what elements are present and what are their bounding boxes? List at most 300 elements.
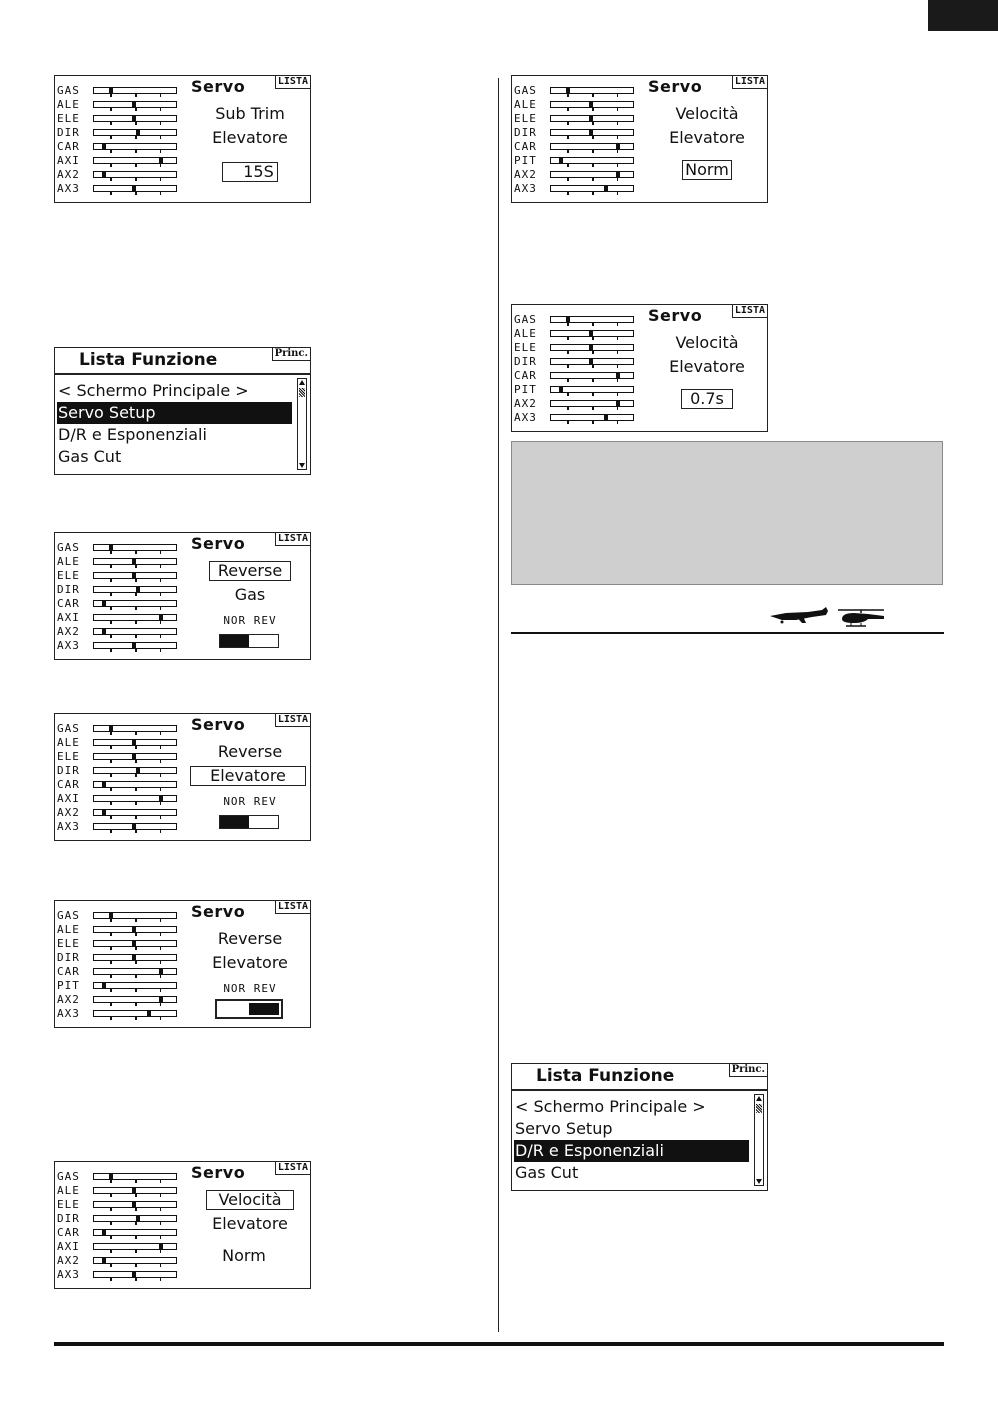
lista-tag: LISTA [275,901,310,914]
bar-tick [567,323,569,326]
channel-name: PIT [514,383,537,396]
bar-tick [567,178,569,181]
bar-tick [160,607,162,610]
bar-tick [135,1194,137,1197]
nor-rev-label: NOR REV [223,795,277,808]
channel-position-marker [132,1272,136,1277]
channel-name: ELE [57,1198,80,1211]
bar-tick [110,1278,112,1281]
bar-tick [160,1180,162,1183]
channel-name: CAR [57,1226,80,1239]
bar-tick [567,94,569,97]
bar-tick [617,122,619,125]
nor-rev-label: NOR REV [223,614,277,627]
bar-tick [110,136,112,139]
bar-tick [135,732,137,735]
channel-position-marker [132,740,136,745]
bar-tick [617,379,619,382]
channel-bar [550,316,634,323]
bar-tick [567,407,569,410]
reverse-toggle[interactable] [219,815,279,829]
bar-tick [135,989,137,992]
bar-tick [592,122,594,125]
channel-bar [93,912,177,919]
bar-tick [135,122,137,125]
bar-tick [160,947,162,950]
bar-tick [617,407,619,410]
bar-tick [110,178,112,181]
toggle-fill [220,635,249,647]
channel-name: GAS [57,909,80,922]
channel-name: AX3 [57,639,80,652]
bar-tick [135,150,137,153]
bar-tick [617,393,619,396]
channel-position-marker [102,172,106,177]
channel-bar [550,386,634,393]
channel-position-marker [159,969,163,974]
menu-item[interactable]: D/R e Esponenziali [58,425,207,444]
channel-position-marker [159,997,163,1002]
bar-tick [135,1017,137,1020]
channel-bar [93,940,177,947]
bar-tick [160,760,162,763]
bar-tick [160,150,162,153]
bar-tick [567,192,569,195]
channel-position-marker [136,768,140,773]
channel-name: AX2 [57,1254,80,1267]
bar-tick [135,919,137,922]
bar-tick [110,1017,112,1020]
channel-bar [550,157,634,164]
bar-tick [567,122,569,125]
lista-title: Lista Funzione [536,1066,675,1086]
scroll-up-icon[interactable] [299,380,305,385]
channel-bar [93,129,177,136]
note-box [511,441,943,585]
bar-tick [110,1236,112,1239]
screen-title: Servo [648,306,703,325]
channel-position-marker [109,1174,113,1179]
bar-tick [110,1222,112,1225]
bar-tick [135,635,137,638]
channel-bar [93,87,177,94]
channel-name: DIR [57,583,80,596]
channel-position-marker [589,116,593,121]
bar-tick [110,975,112,978]
channel-bar [550,115,634,122]
bar-tick [592,178,594,181]
bar-tick [110,947,112,950]
channel-position-marker [589,331,593,336]
bar-tick [110,760,112,763]
channel-name: GAS [514,84,537,97]
lista-tag: LISTA [732,305,767,318]
bar-tick [617,323,619,326]
bar-tick [160,933,162,936]
channel-position-marker [102,983,106,988]
servo-reverse-gas-screen [54,532,311,660]
channel-position-marker [589,345,593,350]
channel-position-marker [132,927,136,932]
channel-bar [93,996,177,1003]
bar-tick [135,961,137,964]
channel-name: AX2 [514,397,537,410]
bar-tick [567,337,569,340]
menu-item[interactable]: Gas Cut [515,1163,579,1182]
channel-bar [93,968,177,975]
channel-name: AX2 [57,806,80,819]
bar-tick [592,136,594,139]
channel-name: DIR [514,126,537,139]
function-label[interactable]: Velocità [206,1190,293,1210]
channel-name: GAS [57,541,80,554]
function-label: Velocità [675,104,739,123]
scrollbar[interactable] [297,378,307,470]
menu-item[interactable]: D/R e Esponenziali [514,1140,749,1162]
channel-bar [93,809,177,816]
channel-bar [93,171,177,178]
scroll-thumb[interactable] [756,1104,762,1113]
bar-tick [110,607,112,610]
bar-tick [160,1264,162,1267]
scroll-thumb[interactable] [299,388,305,397]
channel-position-marker [109,913,113,918]
bar-tick [592,323,594,326]
channel-position-marker [132,559,136,564]
channel-position-marker [616,172,620,177]
bar-tick [110,593,112,596]
channel-position-marker [102,1258,106,1263]
channel-name: ALE [514,98,537,111]
bar-tick [567,393,569,396]
bar-tick [135,178,137,181]
channel-name: GAS [57,722,80,735]
channel-position-marker [109,545,113,550]
bar-tick [160,989,162,992]
channel-position-marker [102,144,106,149]
channel-bar [93,1243,177,1250]
title-divider [512,1089,767,1091]
nor-rev-label: NOR REV [223,982,277,995]
bar-tick [110,1180,112,1183]
speed-value[interactable]: Norm [682,160,732,180]
channel-position-marker [132,102,136,107]
bar-tick [135,933,137,936]
channel-name: AX3 [514,182,537,195]
channel-position-marker [132,955,136,960]
reverse-toggle[interactable] [219,634,279,648]
channel-bar [93,586,177,593]
title-divider [55,373,310,375]
reverse-toggle[interactable] [215,999,283,1019]
bar-tick [592,365,594,368]
channel-name: CAR [57,140,80,153]
bar-tick [160,830,162,833]
lista-tag: LISTA [275,1162,310,1175]
bar-tick [160,961,162,964]
channel-name: ALE [514,327,537,340]
bar-tick [110,961,112,964]
menu-item[interactable]: Servo Setup [57,402,292,424]
bar-tick [160,1003,162,1006]
scroll-down-icon[interactable] [299,463,305,468]
screen-title: Servo [191,902,246,921]
channel-position-marker [136,587,140,592]
bar-tick [160,788,162,791]
menu-item[interactable]: < Schermo Principale > [58,381,249,400]
channel-name: DIR [514,355,537,368]
bar-tick [567,351,569,354]
bar-tick [110,788,112,791]
channel-label: Elevatore [212,953,288,972]
channel-name: CAR [514,140,537,153]
bar-tick [160,774,162,777]
bar-tick [160,593,162,596]
channel-name: AXI [57,611,80,624]
bar-tick [160,1208,162,1211]
bar-tick [110,816,112,819]
channel-name: AX2 [57,168,80,181]
bar-tick [135,621,137,624]
channel-bar [93,926,177,933]
bar-tick [135,565,137,568]
channel-name: AX3 [57,820,80,833]
bar-tick [567,379,569,382]
bar-tick [617,351,619,354]
channel-name: ALE [57,736,80,749]
bar-tick [592,393,594,396]
channel-bar [93,600,177,607]
bar-tick [617,365,619,368]
scrollbar[interactable] [754,1094,764,1186]
lista-funzione-screen [54,347,311,475]
menu-item[interactable]: < Schermo Principale > [515,1097,706,1116]
channel-bar [93,1257,177,1264]
channel-bar [93,982,177,989]
bar-tick [110,746,112,749]
bar-tick [135,947,137,950]
channel-name: GAS [514,313,537,326]
function-label: Velocità [675,333,739,352]
channel-name: AX3 [514,411,537,424]
bar-tick [135,975,137,978]
channel-position-marker [566,317,570,322]
model-type-icons [768,603,888,629]
bar-tick [110,1250,112,1253]
bar-tick [135,607,137,610]
channel-name: ALE [57,923,80,936]
bar-tick [110,192,112,195]
channel-position-marker [136,130,140,135]
channel-bar [93,954,177,961]
bar-tick [617,150,619,153]
bar-tick [135,1208,137,1211]
channel-position-marker [132,116,136,121]
bar-tick [135,1003,137,1006]
bar-tick [160,565,162,568]
channel-name: AX2 [514,168,537,181]
function-label: Reverse [217,929,283,948]
bar-tick [135,830,137,833]
channel-bar [93,157,177,164]
screen-title: Servo [191,715,246,734]
bar-tick [110,774,112,777]
bar-tick [567,108,569,111]
bar-tick [160,94,162,97]
channel-label: Elevatore [212,128,288,147]
channel-bar [93,185,177,192]
bar-tick [110,919,112,922]
bar-tick [110,802,112,805]
channel-bar [93,1271,177,1278]
channel-name: DIR [57,126,80,139]
bar-tick [617,164,619,167]
bar-tick [135,136,137,139]
bar-tick [160,1194,162,1197]
channel-bar [93,115,177,122]
channel-name: CAR [514,369,537,382]
channel-name: ELE [57,937,80,950]
bar-tick [160,551,162,554]
channel-position-marker [604,186,608,191]
channel-position-marker [132,643,136,648]
channel-bar [93,628,177,635]
bar-tick [135,108,137,111]
channel-position-marker [102,810,106,815]
bar-tick [592,164,594,167]
channel-bar [93,143,177,150]
bar-tick [135,1250,137,1253]
channel-bar [93,101,177,108]
menu-item[interactable]: Servo Setup [515,1119,613,1138]
channel-bar [93,1187,177,1194]
channel-position-marker [604,415,608,420]
channel-bar [550,143,634,150]
toggle-fill [249,1003,279,1015]
channel-name: AX3 [57,1007,80,1020]
channel-name: CAR [57,778,80,791]
helicopter-icon [838,610,884,626]
bar-tick [592,94,594,97]
channel-position-marker [109,88,113,93]
channel-bar [550,358,634,365]
menu-item[interactable]: Gas Cut [58,447,122,466]
bar-tick [592,150,594,153]
channel-position-marker [147,1011,151,1016]
servo-reverse-elevatore-screen [54,713,311,841]
bar-tick [135,551,137,554]
servo-reverse-elevatore-rev-screen [54,900,311,1028]
channel-position-marker [102,782,106,787]
bar-tick [110,164,112,167]
channel-position-marker [589,359,593,364]
channel-name: DIR [57,951,80,964]
lista-tag: LISTA [275,533,310,546]
bar-tick [592,379,594,382]
bar-tick [135,1236,137,1239]
princ-tag: Princ. [272,348,310,361]
bar-tick [617,108,619,111]
channel-bar [93,753,177,760]
channel-name: ELE [57,750,80,763]
channel-position-marker [132,573,136,578]
bar-tick [592,421,594,424]
channel-position-marker [159,796,163,801]
channel-bar [93,1201,177,1208]
subtrim-value[interactable]: 15S [222,162,278,182]
channel-label[interactable]: Elevatore [190,766,306,786]
channel-name: CAR [57,597,80,610]
bar-tick [110,621,112,624]
scroll-up-icon[interactable] [756,1096,762,1101]
bar-tick [592,351,594,354]
bar-tick [160,579,162,582]
bar-tick [110,635,112,638]
bar-tick [160,192,162,195]
function-label: Sub Trim [215,104,285,123]
bar-tick [135,164,137,167]
channel-bar [93,781,177,788]
speed-value: Norm [222,1246,266,1265]
function-label[interactable]: Reverse [209,561,291,581]
channel-bar [550,414,634,421]
channel-bar [550,400,634,407]
function-label: Reverse [217,742,283,761]
section-tab [928,0,998,31]
channel-label: Gas [234,585,266,604]
bar-tick [617,178,619,181]
bar-tick [160,746,162,749]
bar-tick [160,178,162,181]
bar-tick [135,1278,137,1281]
bar-tick [592,337,594,340]
channel-name: AX2 [57,993,80,1006]
channel-name: AXI [57,1240,80,1253]
screen-title: Servo [191,534,246,553]
channel-name: GAS [57,1170,80,1183]
channel-name: ELE [57,112,80,125]
channel-position-marker [159,1244,163,1249]
footer-rule [54,1342,944,1346]
princ-tag: Princ. [729,1064,767,1077]
bar-tick [135,1180,137,1183]
channel-position-marker [102,629,106,634]
scroll-down-icon[interactable] [756,1179,762,1184]
screen-title: Servo [191,77,246,96]
channel-label: Elevatore [212,1214,288,1233]
bar-tick [160,919,162,922]
servo-velocita-time-screen [511,304,768,432]
bar-tick [135,192,137,195]
section-rule [511,632,944,634]
channel-bar [93,642,177,649]
bar-tick [135,579,137,582]
bar-tick [110,579,112,582]
servo-velocita-screen [54,1161,311,1289]
bar-tick [110,989,112,992]
channel-bar [93,544,177,551]
bar-tick [160,816,162,819]
speed-value[interactable]: 0.7s [681,389,733,409]
channel-name: CAR [57,965,80,978]
channel-name: PIT [57,979,80,992]
channel-bar [93,572,177,579]
channel-bar [93,739,177,746]
bar-tick [160,802,162,805]
channel-position-marker [132,1188,136,1193]
bar-tick [160,635,162,638]
bar-tick [135,649,137,652]
